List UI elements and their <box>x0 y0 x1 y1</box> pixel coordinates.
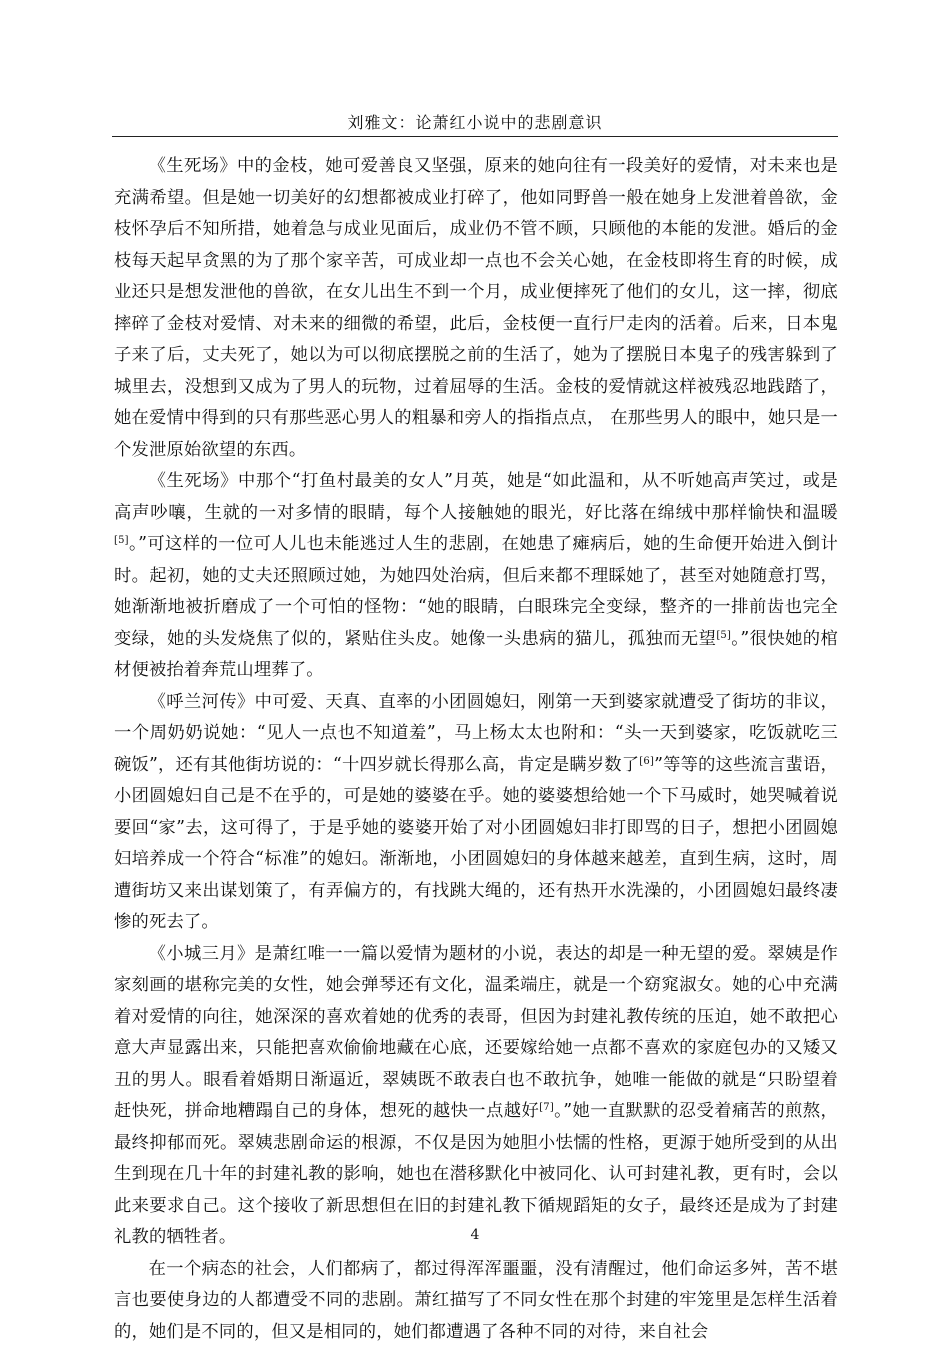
paragraph-text: 。”很快她的棺材便被抬着奔荒山埋葬了。 <box>114 629 838 681</box>
body-text <box>114 151 838 1348</box>
paragraph-text: 《生死场》中的金枝，她可爱善良又坚强，原来的她向往有一段美好的爱情，对未来也是充满希望。但是她一切美好的幻想都被成业打碎了，他如同野兽一般在她身上发泄着兽欲，金枝怀孕后不知所措，她着急与成业见面后，成业仍不管不顾，只顾他的本能的发泄。婚后的金枝每天起早贪黑的为了那个家辛苦，可成业却一点也不会关心她，在金枝即将生育的时候，成业还只是想发泄他的兽欲，在女儿出生不到一个月，成业便摔死了他们的女儿，这一摔，彻底摔碎了金枝对爱情、对未来的细微的希望，此后，金枝便一直行尸走肉的活着。后来，日本鬼子来了后，丈夫死了，她以为可以彻底摆脱之前的生活了，她为了摆脱日本鬼子的残害躲到了城里去，没想到又成为了男人的玩物，过着屈辱的生活。金枝的爱情就这样被残忍地践踏了，她在爱情中得到的只有那些恶心男人的粗暴和旁人的指指点点， 在那些男人的眼中，她只是一个发泄原始欲望的东西。 <box>114 156 838 460</box>
paragraph-xiaotuanyuan <box>114 687 838 939</box>
paragraph-conclusion <box>114 1254 838 1348</box>
paragraph-jinzhi <box>114 151 838 466</box>
paragraph-text: 。”她一直默默的忍受着痛苦的煎熬，最终抑郁而死。翠姨悲剧命运的根源，不仅是因为她胆小怯懦的性格，更源于她所受到的从出生到现在几十年的封建礼教的影响，她也在潜移默化中被同化、认可封建礼教，更有时，会以此来要求自己。这个接收了新思想但在旧的封建礼教下循规蹈矩的女子，最终还是成为了封建礼教的牺牲者。 <box>114 1101 838 1247</box>
paragraph-text: 《呼兰河传》中可爱、天真、直率的小团圆媳妇，刚第一天到婆家就遭受了街坊的非议，一个周奶奶说她：“见人一点也不知道羞”，马上杨太太也附和：“头一天到婆家，吃饭就吃三碗饭”，还有其他街坊说的：“十四岁就长得那么高，肯定是瞒岁数了 <box>114 692 838 775</box>
paragraph-text: 《生死场》中那个“打鱼村最美的女人”月英，她是“如此温和，从不听她高声笑过，或是高声吵嚷，生就的一对多情的眼睛，每个人接触她的眼光，好比落在绵绒中那样愉快和温暖 <box>114 471 838 523</box>
paragraph-text: ”等等的这些流言蜚语，小团圆媳妇自己是不在乎的，可是她的婆婆在乎。她的婆婆想给她一个下马威时，她哭喊着说要回“家”去，这可得了，于是乎她的婆婆开始了对小团圆媳妇非打即骂的日子，想把小团圆媳妇培养成一个符合“标准”的媳妇。渐渐地，小团圆媳妇的身体越来越差，直到生病，这时，周遭街坊又来出谋划策了，有弄偏方的，有找跳大绳的，还有热开水洗澡的，小团圆媳妇最终凄惨的死去了。 <box>114 755 838 933</box>
paragraph-text: 《小城三月》是萧红唯一一篇以爱情为题材的小说，表达的却是一种无望的爱。翠姨是作家刻画的堪称完美的女性，她会弹琴还有文化，温柔端庄，就是一个窈窕淑女。她的心中充满着对爱情的向往，她深深的喜欢着她的优秀的表哥，但因为封建礼教传统的压迫，她不敢把心意大声显露出来，只能把喜欢偷偷地藏在心底，还要嫁给她一点都不喜欢的家庭包办的又矮又丑的男人。眼看着婚期日渐逼近，翠姨既不敢表白也不敢抗争，她唯一能做的就是“只盼望着赶快死，拼命地糟蹋自己的身体，想死的越快一点越好 <box>114 944 838 1122</box>
citation-marker: [5] <box>114 535 129 546</box>
paragraph-text: 。”可这样的一位可人儿也未能逃过人生的悲剧，在她患了瘫病后，她的生命便开始进入倒计时。起初，她的丈夫还照顾过她，为她四处治病，但后来都不理睬她了，甚至对她随意打骂，她渐渐地被折磨成了一个可怕的怪物：“她的眼睛，白眼珠完全变绿，整齐的一排前齿也完全变绿，她的头发烧焦了似的，紧贴住头皮。她像一头患病的猫儿，孤独而无望 <box>114 534 838 649</box>
citation-marker: [5] <box>716 630 731 641</box>
running-header: 刘雅文：论萧红小说中的悲剧意识 <box>112 112 838 134</box>
paragraph-cuiyi <box>114 939 838 1254</box>
page-number: 4 <box>0 1226 950 1244</box>
paragraph-text: 在一个病态的社会，人们都病了，都过得浑浑噩噩，没有清醒过，他们命运多舛，苦不堪言也要使身边的人都遭受不同的悲剧。萧红描写了不同女性在那个封建的牢笼里是怎样生活着的，她们是不同的，但又是相同的，她们都遭遇了各种不同的对待，来自社会 <box>114 1259 838 1342</box>
citation-marker: [6] <box>639 756 654 767</box>
citation-marker: [7] <box>539 1102 554 1113</box>
paragraph-yueying <box>114 466 838 687</box>
header-rule <box>112 136 838 137</box>
